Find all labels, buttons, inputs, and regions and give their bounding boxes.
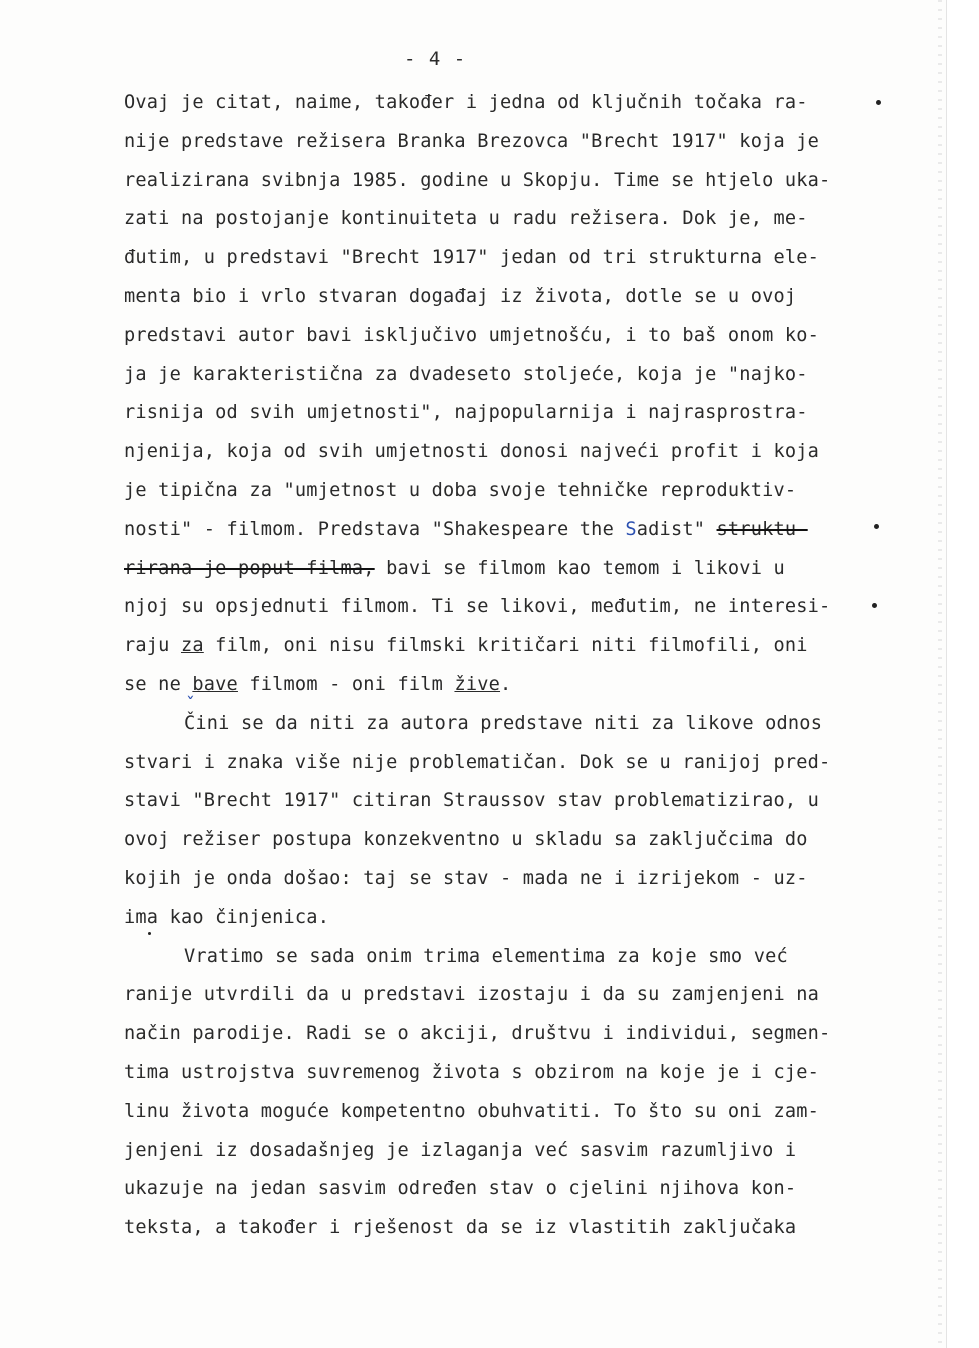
underlined-word: žive xyxy=(454,673,501,695)
underlined-word: za xyxy=(180,635,204,657)
body-text xyxy=(124,84,844,1248)
text-line: nije predstave režisera Branka Brezovca "Brecht 1917" koja je xyxy=(124,130,820,152)
page-edge-shadow xyxy=(938,0,942,1348)
text-segment: raju xyxy=(124,635,181,657)
text-line: njenija, koja od svih umjetnosti donosi najveći profit i koja xyxy=(124,441,820,463)
text-segment: film, oni nisu filmski kritičari niti filmofili, oni xyxy=(203,635,808,657)
text-line xyxy=(124,627,844,666)
text-line: zati na postojanje kontinuiteta u radu režisera. Dok je, me- xyxy=(124,208,808,230)
text-line: način parodije. Radi se o akciji, društvu i individui, segmen- xyxy=(124,1023,831,1045)
text-line xyxy=(124,550,844,589)
text-segment: nosti" - filmom. Predstava "Shakespeare the xyxy=(124,518,626,540)
text-line xyxy=(124,511,844,550)
margin-dot xyxy=(876,100,881,105)
text-line: Ovaj je citat, naime, također i jedna od ključnih točaka ra- xyxy=(124,92,808,113)
text-line: kojih je onda došao: taj se stav - mada ne i izrijekom - uz- xyxy=(124,867,808,889)
handwritten-correction: S xyxy=(625,518,637,540)
text-line: predstavi autor bavi isključivo umjetnošću, i to baš onom ko- xyxy=(124,324,820,346)
text-line: stavi "Brecht 1917" citiran Straussov stav problematizirao, u xyxy=(124,790,820,812)
text-segment: adist" xyxy=(636,518,717,540)
text-line: je tipična za "umjetnost u doba svoje tehničke reproduktiv- xyxy=(124,479,797,501)
handwritten-hacek-mark: ˇ xyxy=(185,694,196,715)
text-segment: se ne xyxy=(124,673,193,695)
paragraph-first-line: Čini se da niti za autora predstave niti za likove odnos xyxy=(184,712,823,734)
text-line xyxy=(124,666,844,705)
page-number: - 4 - xyxy=(404,48,467,70)
text-segment: bavi se filmom kao temom i likovi u xyxy=(374,557,785,579)
text-line: ja je karakteristična za dvadeseto stoljeće, koja je "najko- xyxy=(124,363,808,385)
text-line: tima ustrojstva suvremenog života s obzirom na koje je i cje- xyxy=(124,1061,820,1083)
margin-dot xyxy=(874,524,879,529)
struck-text: struktu- xyxy=(716,518,808,540)
paragraph-first-line: Vratimo se sada onim trima elementima za koje smo već xyxy=(184,945,788,967)
text-segment: filmom - oni film xyxy=(237,673,455,695)
text-line: teksta, a također i rješenost da se iz vlastitih zaključaka xyxy=(124,1217,797,1239)
margin-dot xyxy=(872,603,877,608)
text-line: linu života moguće kompetentno obuhvatiti. To što su oni zam- xyxy=(124,1100,820,1122)
text-line: stvari i znaka više nije problematičan. Dok se u ranijoj pred- xyxy=(124,751,831,773)
text-line: njoj su opsjednuti filmom. Ti se likovi, međutim, ne interesi- xyxy=(124,596,831,618)
text-line: menta bio i vrlo stvaran događaj iz života, dotle se u ovoj xyxy=(124,285,797,307)
struck-text: rirana je poput filma, xyxy=(124,557,375,579)
text-line: risnija od svih umjetnosti", najpopularnija i najrasprostra- xyxy=(124,402,808,424)
text-line: ukazuje na jedan sasvim određen stav o cjelini njihova kon- xyxy=(124,1178,797,1200)
underlined-word: bave xyxy=(192,673,238,695)
text-segment: . xyxy=(500,673,512,695)
text-line: realizirana svibnja 1985. godine u Skopju. Time se htjelo uka- xyxy=(124,169,831,191)
text-line: ovoj režiser postupa konzekventno u skladu sa zaključcima do xyxy=(124,829,808,851)
text-line: jenjeni iz dosadašnjeg je izlaganja već sasvim razumljivo i xyxy=(124,1139,797,1161)
text-line: ranije utvrdili da u predstavi izostaju i da su zamjenjeni na xyxy=(124,984,820,1006)
text-line: ima kao činjenica. xyxy=(124,906,330,928)
text-line: đutim, u predstavi "Brecht 1917" jedan od tri strukturna ele- xyxy=(124,247,820,269)
scan-margin xyxy=(946,0,979,1348)
